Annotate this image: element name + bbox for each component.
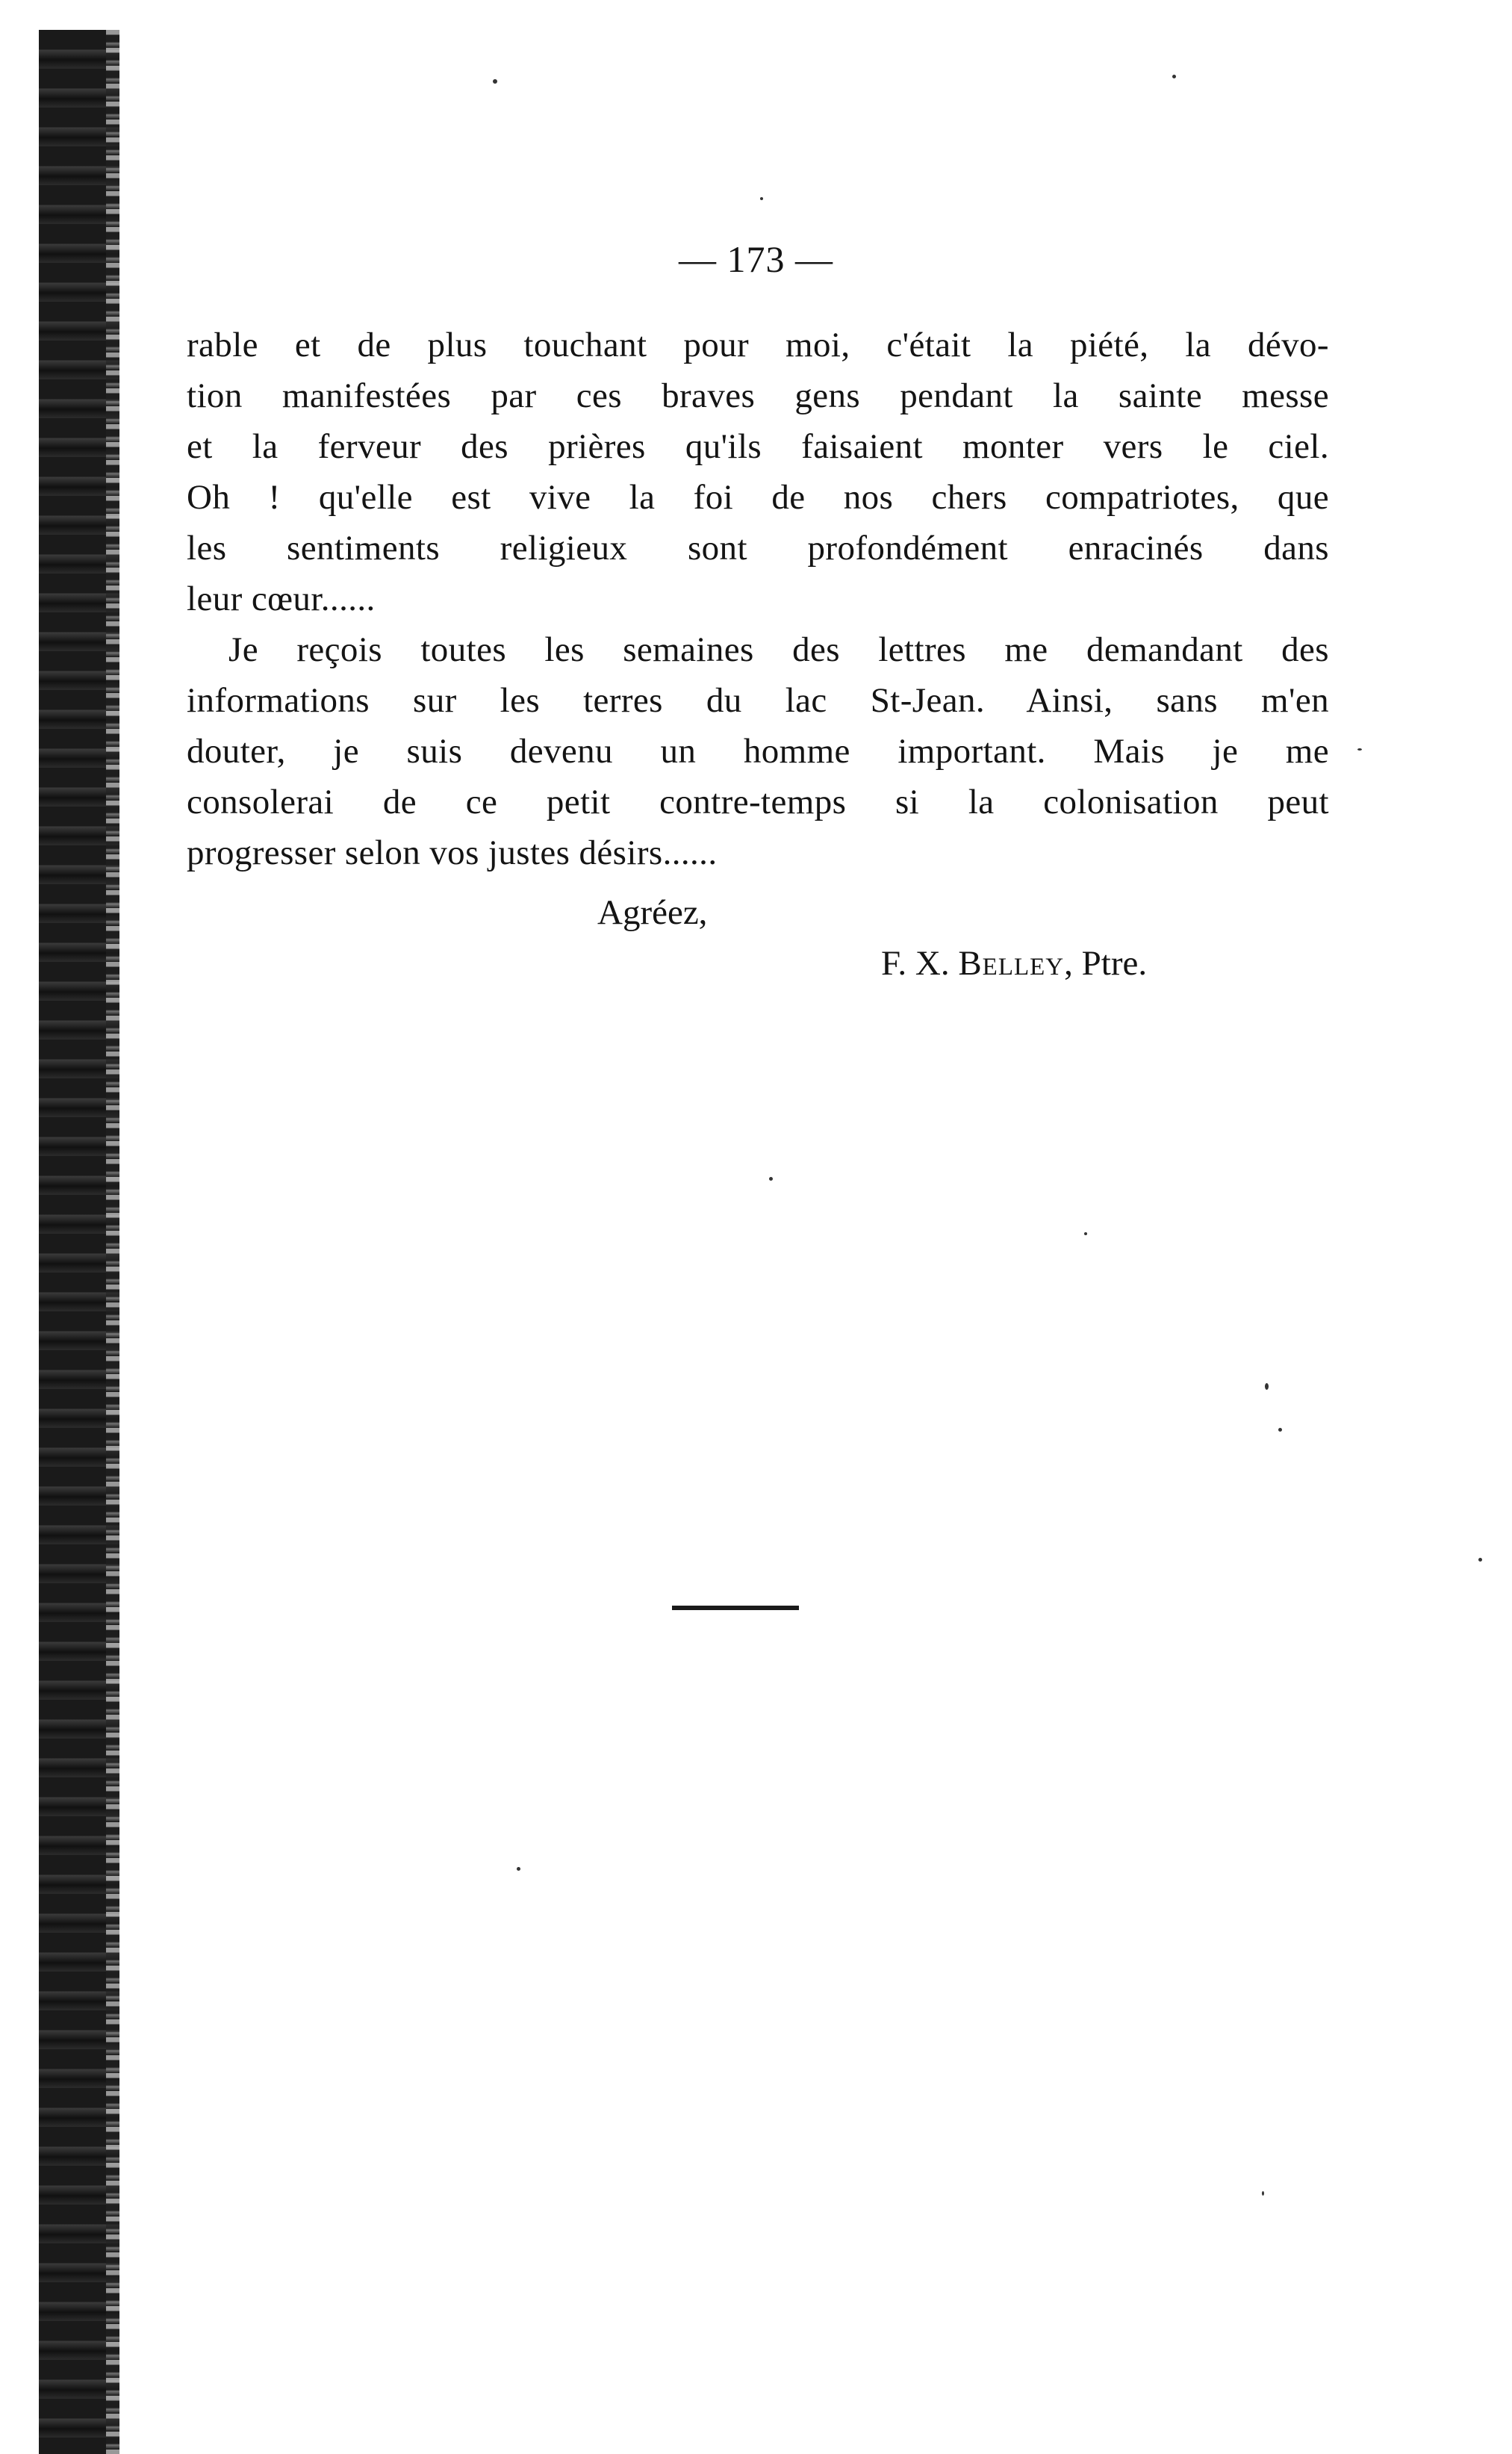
signature-initials: F. X. <box>881 944 950 983</box>
print-speck <box>760 197 763 200</box>
paragraph-2 <box>187 624 1329 878</box>
print-speck <box>1172 75 1176 78</box>
signature-title: , Ptre. <box>1064 944 1148 983</box>
print-speck <box>1265 1383 1269 1390</box>
print-speck <box>769 1177 773 1181</box>
print-speck <box>493 79 497 84</box>
signature <box>881 938 1147 989</box>
text-line: consolerai de ce petit contre-temps si la colonisation peut <box>187 783 1329 821</box>
text-line: douter, je suis devenu un homme important. Mais je me <box>187 732 1329 771</box>
page-number: — 173 — <box>679 238 833 280</box>
text-line: les sentiments religieux sont profondément enracinés dans <box>187 529 1329 568</box>
print-speck <box>1262 2191 1264 2196</box>
paragraph-1 <box>187 320 1329 624</box>
book-spine-edge <box>39 30 119 2454</box>
section-divider <box>672 1606 799 1610</box>
print-speck <box>517 1867 520 1871</box>
text-line: leur cœur...... <box>187 580 376 618</box>
body-text <box>187 320 1329 878</box>
print-speck <box>1278 1428 1282 1432</box>
text-line: informations sur les terres du lac St-Jean. Ainsi, sans m'en <box>187 681 1329 720</box>
signature-name: Belley <box>958 944 1065 983</box>
print-speck <box>1478 1558 1482 1562</box>
text-line: Oh ! qu'elle est vive la foi de nos chers compatriotes, que <box>187 478 1329 517</box>
closing-salutation: Agréez, <box>597 893 708 932</box>
text-line: rable et de plus touchant pour moi, c'était la piété, la dévo- <box>187 326 1329 364</box>
text-line: progresser selon vos justes désirs...... <box>187 833 718 872</box>
print-speck <box>1357 748 1362 751</box>
text-line: et la ferveur des prières qu'ils faisaient monter vers le ciel. <box>187 427 1329 466</box>
print-speck <box>1084 1232 1087 1235</box>
text-line: tion manifestées par ces braves gens pendant la sainte messe <box>187 376 1329 415</box>
text-line: Je reçois toutes les semaines des lettres me demandant des <box>228 630 1329 669</box>
